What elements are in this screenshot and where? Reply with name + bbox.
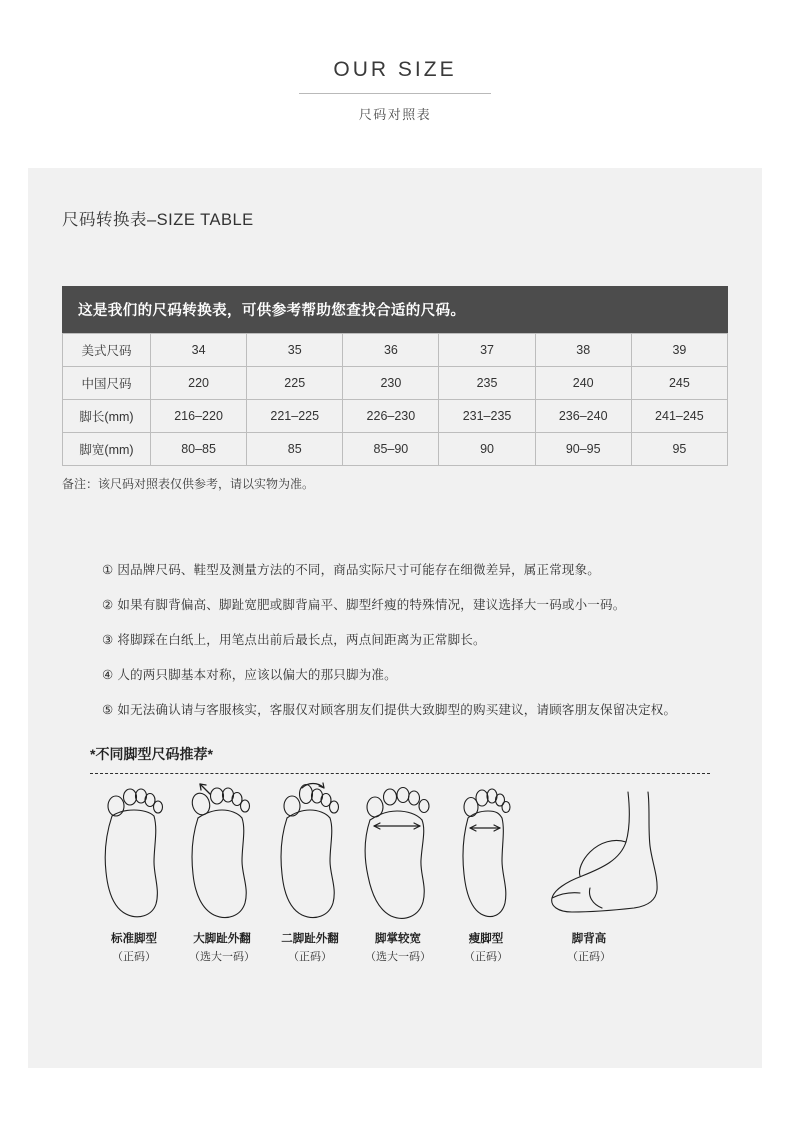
- size-card: [28, 168, 762, 1068]
- foot-type-label: 瘦脚型: [468, 933, 504, 945]
- foot-section-heading: *不同脚型尺码推荐*: [90, 746, 213, 762]
- foot-type-label: 大脚趾外翻: [193, 933, 251, 945]
- foot-type-sub: （选大一码）: [365, 951, 431, 963]
- foot-type-label: 标准脚型: [111, 933, 157, 945]
- foot-high-arch-icon: [530, 776, 680, 926]
- foot-big-toe-out-icon: [184, 776, 260, 926]
- table-cell: 85–90: [343, 433, 439, 466]
- list-item: [102, 700, 722, 718]
- row-header: 脚长(mm): [63, 400, 151, 433]
- row-header: 美式尺码: [63, 334, 151, 367]
- foot-illustrations: [90, 776, 720, 964]
- table-note: 备注：该尺码对照表仅供参考，请以实物为准。: [62, 477, 315, 491]
- note-text: 人的两只脚基本对称，应该以偏大的那只脚为准。: [117, 668, 397, 682]
- foot-type-sub: （正码）: [567, 951, 611, 963]
- header-divider: [299, 93, 491, 94]
- table-cell: 35: [247, 334, 343, 367]
- table-row: [63, 433, 728, 466]
- table-cell: 221–225: [247, 400, 343, 433]
- dashed-baseline: [90, 773, 710, 774]
- table-cell: 39: [631, 334, 727, 367]
- foot-type-label: 脚掌较宽: [375, 933, 421, 945]
- foot-type-high-arch: [530, 776, 648, 964]
- size-table-caption: 这是我们的尺码转换表，可供参考帮助您查找合适的尺码。: [62, 286, 728, 333]
- table-cell: 90: [439, 433, 535, 466]
- list-item: [102, 560, 722, 578]
- table-cell: 216–220: [151, 400, 247, 433]
- foot-type-big-toe-out: [178, 776, 266, 964]
- table-row: [63, 334, 728, 367]
- table-cell: 230: [343, 367, 439, 400]
- foot-type-label: 脚背高: [571, 933, 607, 945]
- list-item: [102, 665, 722, 683]
- foot-second-toe-out-icon: [272, 776, 348, 926]
- table-cell: 34: [151, 334, 247, 367]
- table-cell: 38: [535, 334, 631, 367]
- note-text: 如无法确认请与客服核实，客服仅对顾客朋友们提供大致脚型的购买建议，请顾客朋友保留决定权。: [117, 703, 677, 717]
- note-number: ④: [102, 668, 114, 682]
- foot-type-sub: （正码）: [112, 951, 156, 963]
- foot-wide-icon: [360, 776, 436, 926]
- list-item: [102, 630, 722, 648]
- foot-type-narrow: [442, 776, 530, 964]
- card-title: 尺码转换表–SIZE TABLE: [62, 211, 254, 229]
- foot-standard-icon: [96, 776, 172, 926]
- table-cell: 231–235: [439, 400, 535, 433]
- foot-type-wide: [354, 776, 442, 964]
- foot-type-label: 二脚趾外翻: [281, 933, 339, 945]
- table-row: [63, 367, 728, 400]
- note-number: ⑤: [102, 703, 114, 717]
- note-number: ①: [102, 563, 114, 577]
- table-cell: 37: [439, 334, 535, 367]
- note-text: 如果有脚背偏高、脚趾宽肥或脚背扁平、脚型纤瘦的特殊情况，建议选择大一码或小一码。: [117, 598, 626, 612]
- note-text: 因品牌尺码、鞋型及测量方法的不同，商品实际尺寸可能存在细微差异，属正常现象。: [117, 563, 601, 577]
- foot-type-section: [90, 744, 762, 964]
- table-cell: 220: [151, 367, 247, 400]
- row-header: 中国尺码: [63, 367, 151, 400]
- note-number: ③: [102, 633, 114, 647]
- note-number: ②: [102, 598, 114, 612]
- row-header: 脚宽(mm): [63, 433, 151, 466]
- foot-type-sub: （正码）: [288, 951, 332, 963]
- table-cell: 80–85: [151, 433, 247, 466]
- table-cell: 235: [439, 367, 535, 400]
- table-cell: 241–245: [631, 400, 727, 433]
- table-cell: 90–95: [535, 433, 631, 466]
- table-cell: 236–240: [535, 400, 631, 433]
- size-table-wrap: [62, 286, 728, 466]
- page-subtitle: 尺码对照表: [358, 107, 432, 122]
- foot-type-second-toe-out: [266, 776, 354, 964]
- foot-type-standard: [90, 776, 178, 964]
- table-cell: 85: [247, 433, 343, 466]
- table-cell: 240: [535, 367, 631, 400]
- foot-type-sub: （选大一码）: [189, 951, 255, 963]
- table-cell: 245: [631, 367, 727, 400]
- foot-type-sub: （正码）: [464, 951, 508, 963]
- page-title: OUR SIZE: [333, 58, 457, 81]
- table-cell: 225: [247, 367, 343, 400]
- table-cell: 36: [343, 334, 439, 367]
- table-cell: 95: [631, 433, 727, 466]
- note-text: 将脚踩在白纸上，用笔点出前后最长点，两点间距离为正常脚长。: [117, 633, 486, 647]
- list-item: [102, 595, 722, 613]
- foot-narrow-icon: [448, 776, 524, 926]
- page-header: [0, 0, 790, 123]
- table-row: [63, 400, 728, 433]
- size-table: [62, 286, 728, 466]
- table-cell: 226–230: [343, 400, 439, 433]
- notes-list: [62, 560, 722, 718]
